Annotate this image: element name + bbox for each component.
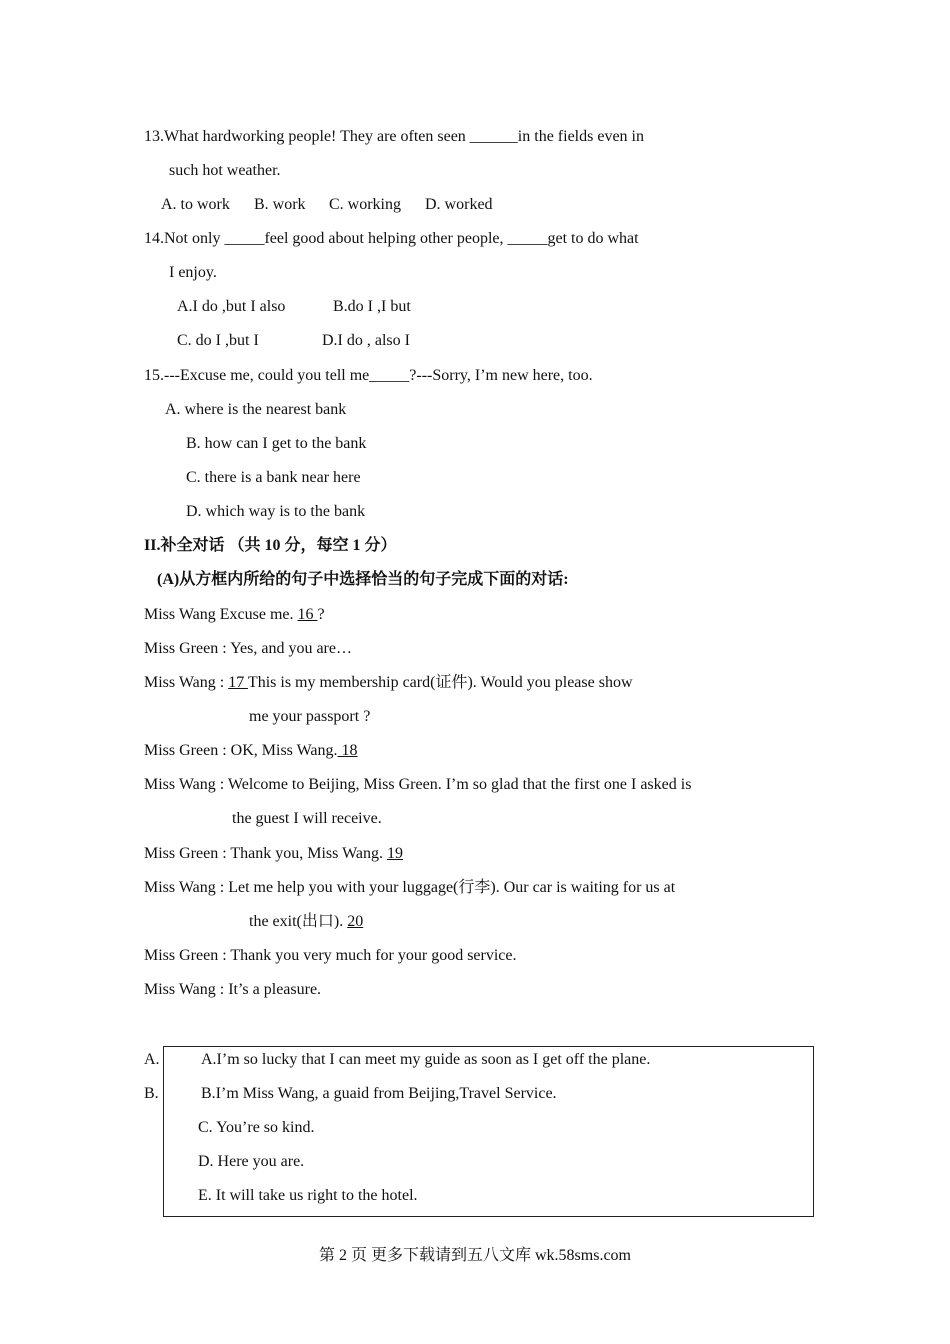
q14-option-a: A.I do ,but I also <box>177 298 286 315</box>
dialogue-text: Miss Green : Thank you, Miss Wang. <box>144 845 383 862</box>
q14-stem: 14.Not only _____feel good about helping other people, _____get to do what <box>144 230 639 247</box>
q13-stem: 13.What hardworking people! They are often seen ______in the fields even in <box>144 128 644 145</box>
dialogue-line: me your passport ? <box>249 708 371 725</box>
q15-stem: 15.---Excuse me, could you tell me_____?---Sorry, I’m new here, too. <box>144 367 593 384</box>
q13-stem-cont: such hot weather. <box>169 162 281 179</box>
dialogue-text: ? <box>317 606 325 623</box>
dialogue-line: Miss Green : Thank you very much for your good service. <box>144 947 517 964</box>
q14-option-b: B.do I ,I but <box>333 298 411 315</box>
q14-option-c: C. do I ,but I <box>177 332 259 349</box>
dialogue-line <box>144 605 325 625</box>
q15-option-a: A. where is the nearest bank <box>165 401 347 418</box>
q13-option-c: C. working <box>329 196 401 213</box>
blank-17: 17 <box>228 674 248 691</box>
dialogue-line <box>144 844 403 864</box>
dialogue-line <box>144 673 633 693</box>
dialogue-text: This is my membership card(证件). Would you please show <box>247 674 633 691</box>
dialogue-line: Miss Green : Yes, and you are… <box>144 640 352 657</box>
q13-option-b: B. work <box>254 196 306 213</box>
blank-19: 19 <box>387 845 403 862</box>
q14-stem-cont: I enjoy. <box>169 264 217 281</box>
section-subheading: (A)从方框内所给的句子中选择恰当的句子完成下面的对话: <box>157 571 569 588</box>
q15-option-b: B. how can I get to the bank <box>186 435 367 452</box>
section-heading: II.补全对话 （共 10 分，每空 1 分） <box>144 537 397 554</box>
dialogue-line <box>249 912 363 932</box>
blank-20: 20 <box>347 913 364 930</box>
q13-option-d: D. worked <box>425 196 493 213</box>
choice-e: E. It will take us right to the hotel. <box>198 1187 418 1204</box>
dialogue-text: Miss Green : OK, Miss Wang. <box>144 742 338 759</box>
dialogue-line: Miss Wang : Welcome to Beijing, Miss Green. I’m so glad that the first one I asked is <box>144 776 692 793</box>
dialogue-line <box>144 741 358 761</box>
q14-option-d: D.I do , also I <box>322 332 410 349</box>
choice-letter-outside: A. <box>144 1051 160 1068</box>
blank-18: 18 <box>337 742 358 759</box>
choice-c: C. You’re so kind. <box>198 1119 315 1136</box>
q15-option-d: D. which way is to the bank <box>186 503 366 520</box>
choice-letter-outside: B. <box>144 1085 159 1102</box>
dialogue-text: the exit(出口). <box>249 913 344 930</box>
dialogue-text: Miss Wang Excuse me. <box>144 606 294 623</box>
q15-option-c: C. there is a bank near here <box>186 469 361 486</box>
blank-16: 16 <box>297 606 318 623</box>
q13-option-a: A. to work <box>161 196 230 213</box>
dialogue-line: Miss Wang : Let me help you with your luggage(行李). Our car is waiting for us at <box>144 879 676 896</box>
choice-a: A.I’m so lucky that I can meet my guide as soon as I get off the plane. <box>201 1051 651 1068</box>
choice-d: D. Here you are. <box>198 1153 305 1170</box>
dialogue-text: Miss Wang : <box>144 674 225 691</box>
dialogue-line: the guest I will receive. <box>232 810 382 827</box>
page-footer: 第 2 页 更多下载请到五八文库 wk.58sms.com <box>318 1247 631 1264</box>
dialogue-line: Miss Wang : It’s a pleasure. <box>144 981 322 998</box>
choice-b: B.I’m Miss Wang, a guaid from Beijing,Travel Service. <box>201 1085 557 1102</box>
